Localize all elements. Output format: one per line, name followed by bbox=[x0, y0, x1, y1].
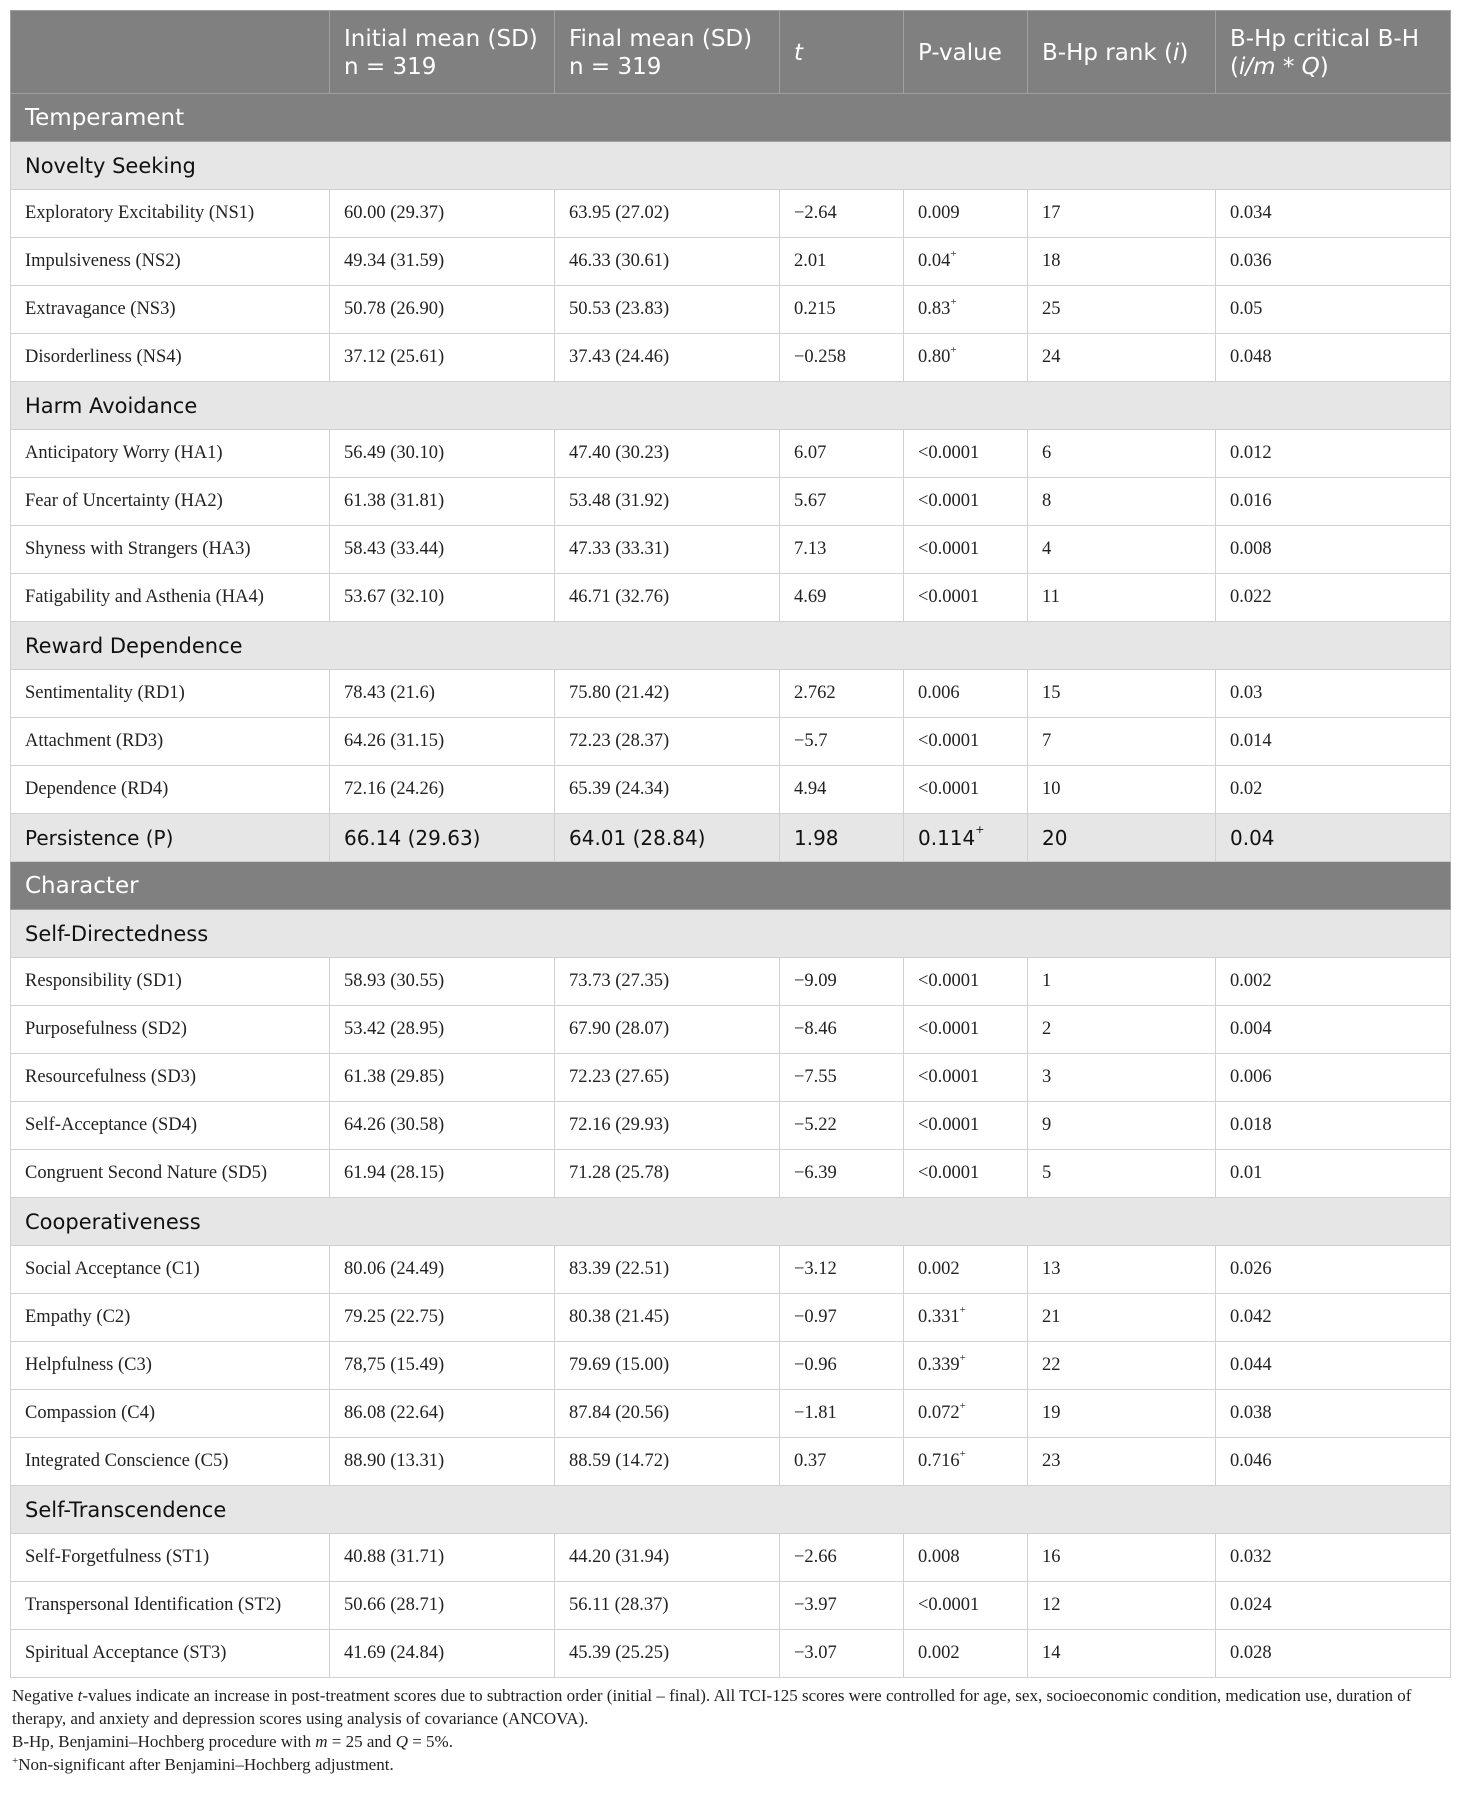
critical-value-cell: 0.018 bbox=[1216, 1102, 1451, 1150]
table-row bbox=[11, 478, 1451, 526]
footnote-bhp: B-Hp, Benjamini–Hochberg procedure with m = 25 and Q = 5%. bbox=[12, 1732, 453, 1751]
summary-row bbox=[11, 814, 1451, 862]
t-value-cell: −5.7 bbox=[780, 718, 904, 766]
header-bhp-critical: B-Hp critical B-H (i/m * Q) bbox=[1216, 11, 1451, 94]
header-p-value: P-value bbox=[904, 11, 1028, 94]
initial-mean-cell: 40.88 (31.71) bbox=[330, 1534, 555, 1582]
row-label: Impulsiveness (NS2) bbox=[11, 238, 330, 286]
nonsignificant-mark: + bbox=[950, 248, 957, 260]
initial-mean-cell: 37.12 (25.61) bbox=[330, 334, 555, 382]
p-value-cell: 0.80+ bbox=[904, 334, 1028, 382]
initial-mean-cell: 78.43 (21.6) bbox=[330, 670, 555, 718]
final-mean-cell: 64.01 (28.84) bbox=[555, 814, 780, 862]
nonsignificant-mark: + bbox=[975, 822, 985, 836]
critical-value-cell: 0.038 bbox=[1216, 1390, 1451, 1438]
row-label: Purposefulness (SD2) bbox=[11, 1006, 330, 1054]
initial-mean-cell: 58.93 (30.55) bbox=[330, 958, 555, 1006]
initial-mean-cell: 61.38 (29.85) bbox=[330, 1054, 555, 1102]
header-label-col bbox=[11, 11, 330, 94]
row-label: Extravagance (NS3) bbox=[11, 286, 330, 334]
row-label: Anticipatory Worry (HA1) bbox=[11, 430, 330, 478]
t-value-cell: 0.215 bbox=[780, 286, 904, 334]
table-row bbox=[11, 1534, 1451, 1582]
final-mean-cell: 73.73 (27.35) bbox=[555, 958, 780, 1006]
table-row bbox=[11, 574, 1451, 622]
critical-value-cell: 0.02 bbox=[1216, 766, 1451, 814]
nonsignificant-mark: + bbox=[950, 296, 957, 308]
section-header bbox=[11, 94, 1451, 142]
final-mean-cell: 47.40 (30.23) bbox=[555, 430, 780, 478]
final-mean-cell: 45.39 (25.25) bbox=[555, 1630, 780, 1678]
critical-value-cell: 0.032 bbox=[1216, 1534, 1451, 1582]
critical-value-cell: 0.04 bbox=[1216, 814, 1451, 862]
nonsignificant-mark: + bbox=[959, 1400, 966, 1412]
final-mean-cell: 88.59 (14.72) bbox=[555, 1438, 780, 1486]
p-value-cell: <0.0001 bbox=[904, 478, 1028, 526]
table-footnotes bbox=[10, 1684, 1450, 1776]
header-initial-mean: Initial mean (SD) n = 319 bbox=[330, 11, 555, 94]
final-mean-cell: 87.84 (20.56) bbox=[555, 1390, 780, 1438]
p-value-cell: 0.002 bbox=[904, 1630, 1028, 1678]
row-label: Sentimentality (RD1) bbox=[11, 670, 330, 718]
initial-mean-cell: 61.94 (28.15) bbox=[330, 1150, 555, 1198]
table-row bbox=[11, 1246, 1451, 1294]
t-value-cell: 2.01 bbox=[780, 238, 904, 286]
p-value-cell: 0.83+ bbox=[904, 286, 1028, 334]
row-label: Self-Forgetfulness (ST1) bbox=[11, 1534, 330, 1582]
critical-value-cell: 0.006 bbox=[1216, 1054, 1451, 1102]
initial-mean-cell: 50.78 (26.90) bbox=[330, 286, 555, 334]
table-row bbox=[11, 670, 1451, 718]
t-value-cell: −2.64 bbox=[780, 190, 904, 238]
initial-mean-cell: 41.69 (24.84) bbox=[330, 1630, 555, 1678]
row-label: Persistence (P) bbox=[11, 814, 330, 862]
initial-mean-cell: 64.26 (31.15) bbox=[330, 718, 555, 766]
critical-value-cell: 0.03 bbox=[1216, 670, 1451, 718]
critical-value-cell: 0.042 bbox=[1216, 1294, 1451, 1342]
p-value-cell: 0.006 bbox=[904, 670, 1028, 718]
initial-mean-cell: 72.16 (24.26) bbox=[330, 766, 555, 814]
table-row bbox=[11, 958, 1451, 1006]
critical-value-cell: 0.026 bbox=[1216, 1246, 1451, 1294]
rank-cell: 13 bbox=[1028, 1246, 1216, 1294]
header-final-mean: Final mean (SD) n = 319 bbox=[555, 11, 780, 94]
rank-cell: 1 bbox=[1028, 958, 1216, 1006]
initial-mean-cell: 53.67 (32.10) bbox=[330, 574, 555, 622]
row-label: Spiritual Acceptance (ST3) bbox=[11, 1630, 330, 1678]
t-value-cell: −9.09 bbox=[780, 958, 904, 1006]
nonsignificant-mark: + bbox=[959, 1352, 966, 1364]
subscale-header-title: Reward Dependence bbox=[11, 622, 1451, 670]
table-row bbox=[11, 1054, 1451, 1102]
p-value-cell: <0.0001 bbox=[904, 1102, 1028, 1150]
final-mean-cell: 37.43 (24.46) bbox=[555, 334, 780, 382]
initial-mean-cell: 61.38 (31.81) bbox=[330, 478, 555, 526]
initial-mean-cell: 49.34 (31.59) bbox=[330, 238, 555, 286]
p-value-cell: 0.339+ bbox=[904, 1342, 1028, 1390]
subscale-header bbox=[11, 1198, 1451, 1246]
subscale-header-title: Novelty Seeking bbox=[11, 142, 1451, 190]
footnote-nonsignificant: +Non-significant after Benjamini–Hochberg adjustment. bbox=[12, 1755, 394, 1774]
critical-value-cell: 0.046 bbox=[1216, 1438, 1451, 1486]
final-mean-cell: 80.38 (21.45) bbox=[555, 1294, 780, 1342]
p-value-cell: <0.0001 bbox=[904, 718, 1028, 766]
row-label: Fatigability and Asthenia (HA4) bbox=[11, 574, 330, 622]
row-label: Congruent Second Nature (SD5) bbox=[11, 1150, 330, 1198]
table-row bbox=[11, 286, 1451, 334]
rank-cell: 16 bbox=[1028, 1534, 1216, 1582]
p-value-cell: 0.002 bbox=[904, 1246, 1028, 1294]
critical-value-cell: 0.008 bbox=[1216, 526, 1451, 574]
final-mean-cell: 83.39 (22.51) bbox=[555, 1246, 780, 1294]
subscale-header bbox=[11, 382, 1451, 430]
t-value-cell: −0.96 bbox=[780, 1342, 904, 1390]
initial-mean-cell: 50.66 (28.71) bbox=[330, 1582, 555, 1630]
subscale-header bbox=[11, 622, 1451, 670]
t-value-cell: −8.46 bbox=[780, 1006, 904, 1054]
section-header-title: Temperament bbox=[11, 94, 1451, 142]
footnote-negative-t: Negative t-values indicate an increase in post-treatment scores due to subtraction order (initial – final). All TCI-125 scores were controlled for age, sex, socioeconomic condition, medication use, duration of therapy, and anxiety and depression scores using analysis of covariance (ANCOVA). bbox=[12, 1686, 1412, 1728]
final-mean-cell: 63.95 (27.02) bbox=[555, 190, 780, 238]
table-row bbox=[11, 1342, 1451, 1390]
rank-cell: 7 bbox=[1028, 718, 1216, 766]
initial-mean-cell: 53.42 (28.95) bbox=[330, 1006, 555, 1054]
t-value-cell: −6.39 bbox=[780, 1150, 904, 1198]
row-label: Disorderliness (NS4) bbox=[11, 334, 330, 382]
p-value-cell: 0.04+ bbox=[904, 238, 1028, 286]
p-value-cell: 0.331+ bbox=[904, 1294, 1028, 1342]
row-label: Self-Acceptance (SD4) bbox=[11, 1102, 330, 1150]
p-value-cell: <0.0001 bbox=[904, 766, 1028, 814]
critical-value-cell: 0.05 bbox=[1216, 286, 1451, 334]
t-value-cell: −5.22 bbox=[780, 1102, 904, 1150]
table-row bbox=[11, 1150, 1451, 1198]
subscale-header-title: Self-Directedness bbox=[11, 910, 1451, 958]
final-mean-cell: 46.71 (32.76) bbox=[555, 574, 780, 622]
row-label: Integrated Conscience (C5) bbox=[11, 1438, 330, 1486]
initial-mean-cell: 64.26 (30.58) bbox=[330, 1102, 555, 1150]
row-label: Empathy (C2) bbox=[11, 1294, 330, 1342]
p-value-cell: <0.0001 bbox=[904, 1054, 1028, 1102]
section-header-title: Character bbox=[11, 862, 1451, 910]
t-value-cell: −1.81 bbox=[780, 1390, 904, 1438]
row-label: Transpersonal Identification (ST2) bbox=[11, 1582, 330, 1630]
initial-mean-cell: 56.49 (30.10) bbox=[330, 430, 555, 478]
row-label: Fear of Uncertainty (HA2) bbox=[11, 478, 330, 526]
table-row bbox=[11, 1582, 1451, 1630]
row-label: Compassion (C4) bbox=[11, 1390, 330, 1438]
final-mean-cell: 72.23 (27.65) bbox=[555, 1054, 780, 1102]
final-mean-cell: 72.23 (28.37) bbox=[555, 718, 780, 766]
table-row bbox=[11, 1438, 1451, 1486]
t-value-cell: 6.07 bbox=[780, 430, 904, 478]
p-value-cell: <0.0001 bbox=[904, 526, 1028, 574]
table-row bbox=[11, 1102, 1451, 1150]
t-value-cell: −0.258 bbox=[780, 334, 904, 382]
initial-mean-cell: 58.43 (33.44) bbox=[330, 526, 555, 574]
final-mean-cell: 71.28 (25.78) bbox=[555, 1150, 780, 1198]
p-value-cell: <0.0001 bbox=[904, 574, 1028, 622]
row-label: Resourcefulness (SD3) bbox=[11, 1054, 330, 1102]
rank-cell: 12 bbox=[1028, 1582, 1216, 1630]
t-value-cell: 0.37 bbox=[780, 1438, 904, 1486]
nonsignificant-mark: + bbox=[959, 1304, 966, 1316]
rank-cell: 25 bbox=[1028, 286, 1216, 334]
p-value-cell: <0.0001 bbox=[904, 958, 1028, 1006]
subscale-header bbox=[11, 142, 1451, 190]
final-mean-cell: 67.90 (28.07) bbox=[555, 1006, 780, 1054]
critical-value-cell: 0.044 bbox=[1216, 1342, 1451, 1390]
final-mean-cell: 47.33 (33.31) bbox=[555, 526, 780, 574]
t-value-cell: 1.98 bbox=[780, 814, 904, 862]
rank-cell: 23 bbox=[1028, 1438, 1216, 1486]
rank-cell: 22 bbox=[1028, 1342, 1216, 1390]
initial-mean-cell: 88.90 (13.31) bbox=[330, 1438, 555, 1486]
rank-cell: 21 bbox=[1028, 1294, 1216, 1342]
rank-cell: 8 bbox=[1028, 478, 1216, 526]
critical-value-cell: 0.014 bbox=[1216, 718, 1451, 766]
row-label: Exploratory Excitability (NS1) bbox=[11, 190, 330, 238]
p-value-cell: <0.0001 bbox=[904, 430, 1028, 478]
critical-value-cell: 0.016 bbox=[1216, 478, 1451, 526]
rank-cell: 3 bbox=[1028, 1054, 1216, 1102]
table-row bbox=[11, 718, 1451, 766]
header-bhp-rank: B-Hp rank (i) bbox=[1028, 11, 1216, 94]
table-row bbox=[11, 334, 1451, 382]
subscale-header-title: Cooperativeness bbox=[11, 1198, 1451, 1246]
section-header bbox=[11, 862, 1451, 910]
critical-value-cell: 0.01 bbox=[1216, 1150, 1451, 1198]
critical-value-cell: 0.024 bbox=[1216, 1582, 1451, 1630]
row-label: Shyness with Strangers (HA3) bbox=[11, 526, 330, 574]
critical-value-cell: 0.002 bbox=[1216, 958, 1451, 1006]
rank-cell: 20 bbox=[1028, 814, 1216, 862]
table-row bbox=[11, 430, 1451, 478]
p-value-cell: <0.0001 bbox=[904, 1150, 1028, 1198]
initial-mean-cell: 66.14 (29.63) bbox=[330, 814, 555, 862]
rank-cell: 9 bbox=[1028, 1102, 1216, 1150]
final-mean-cell: 44.20 (31.94) bbox=[555, 1534, 780, 1582]
critical-value-cell: 0.012 bbox=[1216, 430, 1451, 478]
final-mean-cell: 65.39 (24.34) bbox=[555, 766, 780, 814]
rank-cell: 15 bbox=[1028, 670, 1216, 718]
critical-value-cell: 0.048 bbox=[1216, 334, 1451, 382]
row-label: Dependence (RD4) bbox=[11, 766, 330, 814]
rank-cell: 6 bbox=[1028, 430, 1216, 478]
initial-mean-cell: 86.08 (22.64) bbox=[330, 1390, 555, 1438]
row-label: Responsibility (SD1) bbox=[11, 958, 330, 1006]
rank-cell: 24 bbox=[1028, 334, 1216, 382]
t-value-cell: 4.94 bbox=[780, 766, 904, 814]
final-mean-cell: 56.11 (28.37) bbox=[555, 1582, 780, 1630]
rank-cell: 19 bbox=[1028, 1390, 1216, 1438]
t-value-cell: 2.762 bbox=[780, 670, 904, 718]
subscale-header bbox=[11, 1486, 1451, 1534]
nonsignificant-mark: + bbox=[950, 344, 957, 356]
subscale-header-title: Harm Avoidance bbox=[11, 382, 1451, 430]
rank-cell: 18 bbox=[1028, 238, 1216, 286]
table-row bbox=[11, 238, 1451, 286]
header-t: t bbox=[780, 11, 904, 94]
p-value-cell: 0.716+ bbox=[904, 1438, 1028, 1486]
table-row bbox=[11, 766, 1451, 814]
rank-cell: 11 bbox=[1028, 574, 1216, 622]
table-row bbox=[11, 526, 1451, 574]
final-mean-cell: 46.33 (30.61) bbox=[555, 238, 780, 286]
rank-cell: 17 bbox=[1028, 190, 1216, 238]
final-mean-cell: 75.80 (21.42) bbox=[555, 670, 780, 718]
t-value-cell: −0.97 bbox=[780, 1294, 904, 1342]
nonsignificant-mark: + bbox=[959, 1448, 966, 1460]
rank-cell: 2 bbox=[1028, 1006, 1216, 1054]
table-body bbox=[11, 94, 1451, 1678]
table-row bbox=[11, 1294, 1451, 1342]
t-value-cell: −2.66 bbox=[780, 1534, 904, 1582]
final-mean-cell: 53.48 (31.92) bbox=[555, 478, 780, 526]
final-mean-cell: 50.53 (23.83) bbox=[555, 286, 780, 334]
p-value-cell: <0.0001 bbox=[904, 1582, 1028, 1630]
t-value-cell: 7.13 bbox=[780, 526, 904, 574]
t-value-cell: −7.55 bbox=[780, 1054, 904, 1102]
rank-cell: 14 bbox=[1028, 1630, 1216, 1678]
critical-value-cell: 0.034 bbox=[1216, 190, 1451, 238]
final-mean-cell: 79.69 (15.00) bbox=[555, 1342, 780, 1390]
p-value-cell: <0.0001 bbox=[904, 1006, 1028, 1054]
row-label: Attachment (RD3) bbox=[11, 718, 330, 766]
t-value-cell: 5.67 bbox=[780, 478, 904, 526]
results-table-container bbox=[10, 10, 1450, 1776]
initial-mean-cell: 60.00 (29.37) bbox=[330, 190, 555, 238]
critical-value-cell: 0.004 bbox=[1216, 1006, 1451, 1054]
initial-mean-cell: 78,75 (15.49) bbox=[330, 1342, 555, 1390]
table-row bbox=[11, 1390, 1451, 1438]
results-table bbox=[10, 10, 1451, 1678]
initial-mean-cell: 80.06 (24.49) bbox=[330, 1246, 555, 1294]
critical-value-cell: 0.022 bbox=[1216, 574, 1451, 622]
initial-mean-cell: 79.25 (22.75) bbox=[330, 1294, 555, 1342]
rank-cell: 5 bbox=[1028, 1150, 1216, 1198]
p-value-cell: 0.009 bbox=[904, 190, 1028, 238]
p-value-cell: 0.008 bbox=[904, 1534, 1028, 1582]
p-value-cell: 0.114+ bbox=[904, 814, 1028, 862]
subscale-header-title: Self-Transcendence bbox=[11, 1486, 1451, 1534]
table-header-row bbox=[11, 11, 1451, 94]
table-row bbox=[11, 1630, 1451, 1678]
table-row bbox=[11, 190, 1451, 238]
table-row bbox=[11, 1006, 1451, 1054]
final-mean-cell: 72.16 (29.93) bbox=[555, 1102, 780, 1150]
row-label: Helpfulness (C3) bbox=[11, 1342, 330, 1390]
t-value-cell: −3.12 bbox=[780, 1246, 904, 1294]
rank-cell: 4 bbox=[1028, 526, 1216, 574]
t-value-cell: −3.97 bbox=[780, 1582, 904, 1630]
t-value-cell: 4.69 bbox=[780, 574, 904, 622]
t-value-cell: −3.07 bbox=[780, 1630, 904, 1678]
rank-cell: 10 bbox=[1028, 766, 1216, 814]
critical-value-cell: 0.028 bbox=[1216, 1630, 1451, 1678]
row-label: Social Acceptance (C1) bbox=[11, 1246, 330, 1294]
p-value-cell: 0.072+ bbox=[904, 1390, 1028, 1438]
subscale-header bbox=[11, 910, 1451, 958]
critical-value-cell: 0.036 bbox=[1216, 238, 1451, 286]
